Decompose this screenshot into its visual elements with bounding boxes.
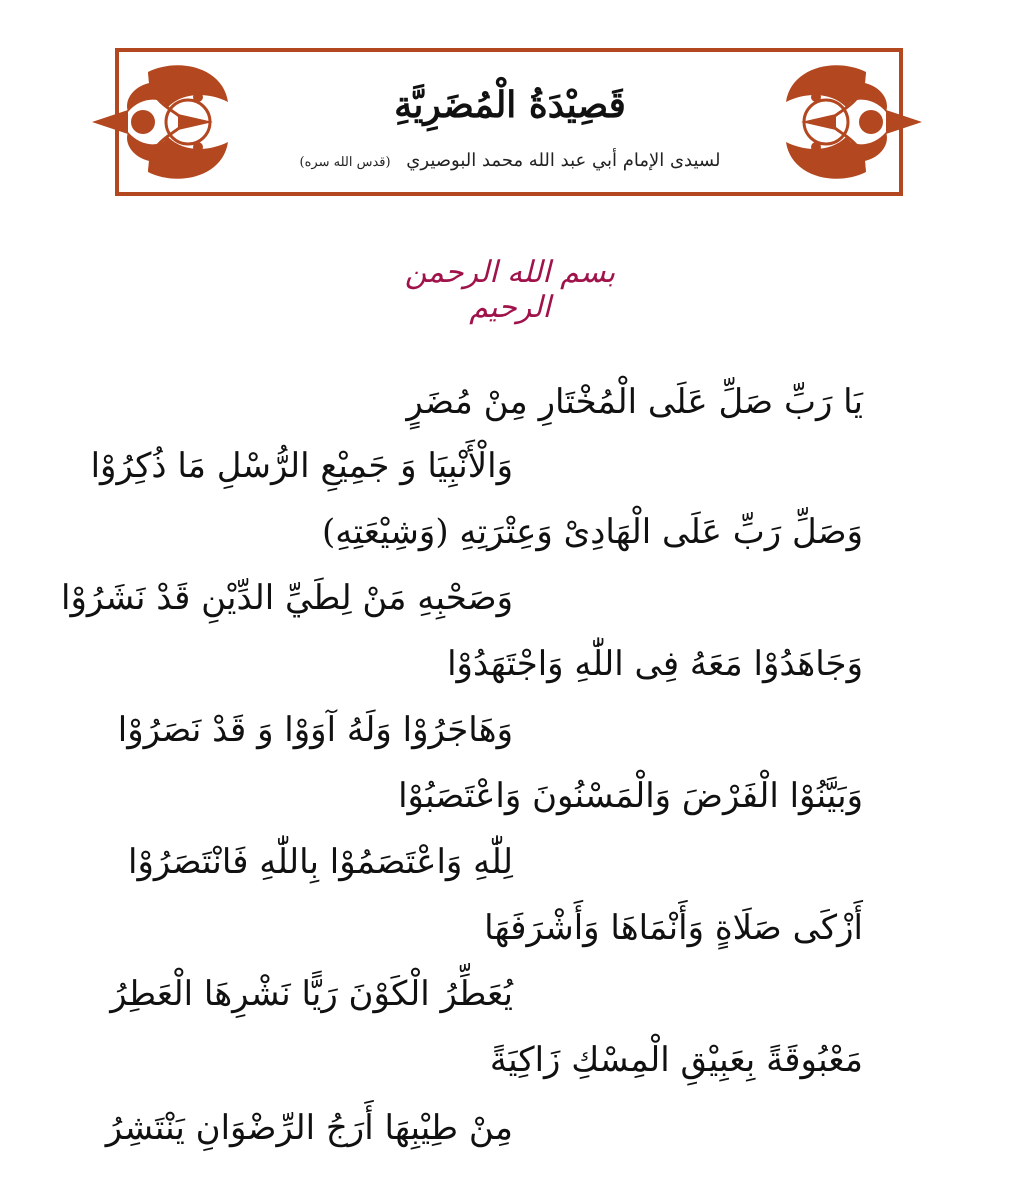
verse-line: وَالْأَنْبِيَا وَ جَمِيْعِ الرُّسْلِ مَا ذُكِرُوْا xyxy=(90,446,513,486)
basmala-calligraphy: بسم الله الرحمن الرحيم xyxy=(404,255,616,325)
arabesque-ornament-left-icon xyxy=(88,52,238,192)
poem-title: قَصِيْدَةُ الْمُضَرِيَّةِ xyxy=(394,84,626,126)
author-attribution: لسيدى الإمام أبي عبد الله محمد البوصيري xyxy=(406,150,721,171)
verse-line: مَعْبُوقَةً بِعَبِيْقِ الْمِسْكِ زَاكِيَةً xyxy=(489,1040,863,1080)
verse-line: مِنْ طِيْبِهَا أَرَجُ الرِّضْوَانِ يَنْتَشِرُ xyxy=(105,1108,513,1148)
arabesque-ornament-right-icon xyxy=(776,52,926,192)
verse-line: وَبَيَّنُوْا الْفَرْضَ وَالْمَسْنُونَ وَاعْتَصَبُوْا xyxy=(398,776,863,816)
verse-line: أَزْكَى صَلَاةٍ وَأَنْمَاهَا وَأَشْرَفَهَا xyxy=(484,908,863,948)
verse-line: يُعَطِّرُ الْكَوْنَ رَيًّا نَشْرِهَا الْعَطِرُ xyxy=(110,974,513,1014)
verse-line: يَا رَبِّ صَلِّ عَلَى الْمُخْتَارِ مِنْ مُضَرٍ xyxy=(406,382,863,422)
poem-subtitle xyxy=(250,150,770,171)
verse-line: وَهَاجَرُوْا وَلَهُ آوَوْا وَ قَدْ نَصَرُوْا xyxy=(117,710,513,750)
verse-line: وَجَاهَدُوْا مَعَهُ فِى اللّٰهِ وَاجْتَهَدُوْا xyxy=(447,644,863,684)
verse-line: وَصَحْبِهِ مَنْ لِطَيِّ الدِّيْنِ قَدْ نَشَرُوْا xyxy=(61,578,513,618)
verse-line: وَصَلِّ رَبِّ عَلَى الْهَادِىْ وَعِتْرَتِهِ (وَشِيْعَتِهِ) xyxy=(322,512,863,552)
verse-line: لِلّٰهِ وَاعْتَصَمُوْا بِاللّٰهِ فَانْتَصَرُوْا xyxy=(128,842,513,882)
honorific: (قدس الله سره) xyxy=(299,155,391,170)
